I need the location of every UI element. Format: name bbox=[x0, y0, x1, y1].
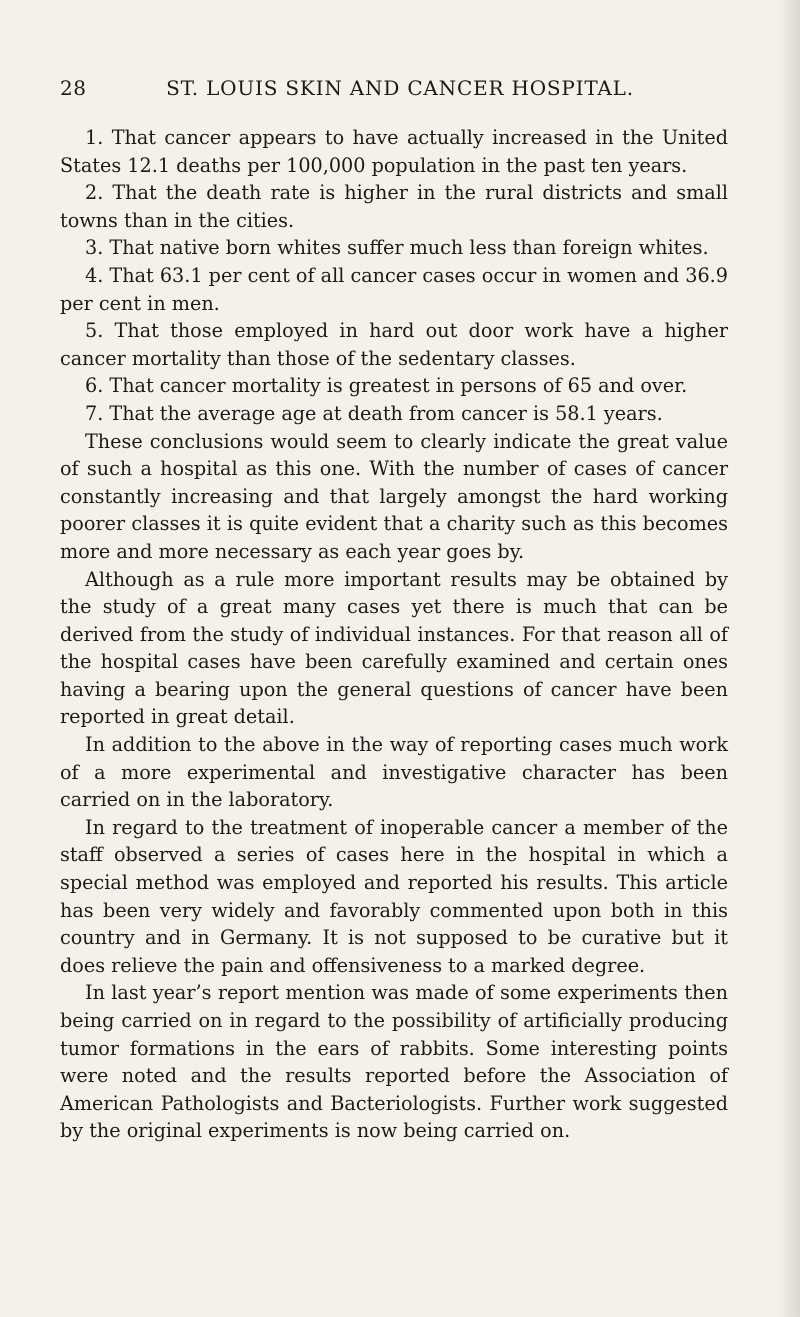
conclusion-5: 5. That those employed in hard out door work have a higher cancer mortality than those of the sedentary classes. bbox=[60, 319, 728, 370]
paragraph-hospital-value: These conclusions would seem to clearly indicate the great value of such a hospital as this one. With the number of cases of cancer constantly increasing and that largely amongst the hard working poorer classes it is quite evident that a charity such as this becomes more and more necessary as each year goes by. bbox=[60, 429, 728, 563]
page-edge-shadow bbox=[778, 0, 800, 1317]
body-text bbox=[60, 124, 728, 1145]
paragraph-rabbit-experiments: In last year’s report mention was made of some experiments then being carried on in regard to the possibility of artificially producing tumor formations in the ears of rabbits. Some interesting points were noted and the results reported before the Association of American Pathologists and Bacteriologists. Further work suggested by the original experiments is now being carried on. bbox=[60, 981, 728, 1143]
paragraph-laboratory: In addition to the above in the way of reporting cases much work of a more experimental and investigative character has been carried on in the laboratory. bbox=[60, 733, 728, 812]
conclusion-7: 7. That the average age at death from cancer is 58.1 years. bbox=[85, 401, 663, 425]
page-header bbox=[60, 76, 740, 102]
paragraph-individual-study: Although as a rule more important results may be obtained by the study of a great many cases yet there is much that can be derived from the study of individual instances. For that reason all of the hospital cases have been carefully examined and certain ones having a bearing upon the general questions of cancer have been reported in great detail. bbox=[60, 567, 728, 729]
conclusion-2: 2. That the death rate is higher in the rural districts and small towns than in the cities. bbox=[60, 181, 728, 232]
conclusion-3: 3. That native born whites suffer much less than foreign whites. bbox=[85, 236, 709, 260]
conclusion-4: 4. That 63.1 per cent of all cancer cases occur in women and 36.9 per cent in men. bbox=[60, 263, 728, 315]
paragraph-inoperable-treatment: In regard to the treatment of inoperable cancer a member of the staff observed a series of cases here in the hospital in which a special method was employed and reported his results. This article has been very widely and favorably commented upon both in this country and in Germany. It is not supposed to be curative but it does relieve the pain and offensiveness to a marked degree. bbox=[60, 815, 728, 977]
page-number: 28 bbox=[60, 76, 87, 100]
conclusion-6: 6. That cancer mortality is greatest in persons of 65 and over. bbox=[85, 374, 688, 398]
running-title: ST. LOUIS SKIN AND CANCER HOSPITAL. bbox=[166, 76, 634, 100]
conclusion-1: 1. That cancer appears to have actually increased in the United States 12.1 deaths per 100,000 population in the past ten years. bbox=[60, 126, 728, 177]
